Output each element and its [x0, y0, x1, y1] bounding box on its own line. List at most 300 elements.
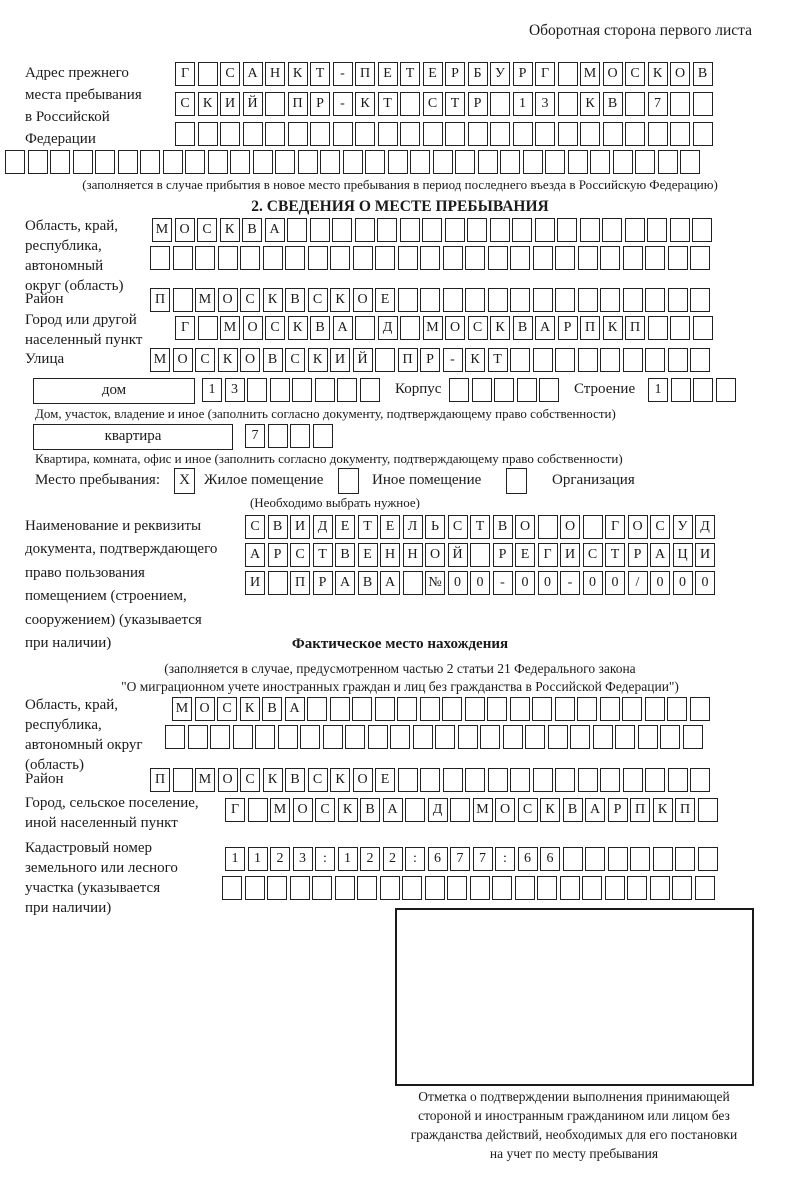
char-box[interactable] [175, 122, 195, 146]
char-box[interactable] [490, 122, 510, 146]
char-box[interactable] [600, 348, 620, 372]
char-box[interactable]: Л [403, 515, 423, 539]
char-box[interactable]: Р [313, 571, 333, 595]
char-box[interactable]: Д [378, 316, 398, 340]
char-box[interactable]: А [245, 543, 265, 567]
char-box[interactable] [397, 697, 417, 721]
char-box[interactable] [368, 725, 388, 749]
char-box[interactable]: У [490, 62, 510, 86]
char-box[interactable] [450, 798, 470, 822]
char-box[interactable] [578, 348, 598, 372]
char-box[interactable]: 0 [470, 571, 490, 595]
char-box[interactable]: К [263, 288, 283, 312]
char-box[interactable] [625, 218, 645, 242]
char-box[interactable]: В [358, 571, 378, 595]
char-box[interactable] [558, 122, 578, 146]
char-box[interactable] [490, 218, 510, 242]
char-box[interactable] [532, 697, 552, 721]
char-box[interactable] [698, 847, 718, 871]
char-box[interactable] [668, 288, 688, 312]
char-box[interactable]: П [580, 316, 600, 340]
char-box[interactable]: Р [513, 62, 533, 86]
char-box[interactable]: Р [468, 92, 488, 116]
char-box[interactable] [472, 378, 492, 402]
char-box[interactable] [375, 246, 395, 270]
char-box[interactable]: П [675, 798, 695, 822]
char-box[interactable]: Й [243, 92, 263, 116]
char-box[interactable] [449, 378, 469, 402]
char-box[interactable] [308, 246, 328, 270]
char-box[interactable] [653, 847, 673, 871]
char-box[interactable] [488, 288, 508, 312]
char-box[interactable] [270, 378, 290, 402]
char-box[interactable] [403, 571, 423, 595]
char-box[interactable]: А [383, 798, 403, 822]
char-box[interactable]: П [288, 92, 308, 116]
char-box[interactable]: П [150, 768, 170, 792]
char-box[interactable] [668, 348, 688, 372]
char-box[interactable]: В [513, 316, 533, 340]
char-box[interactable] [468, 122, 488, 146]
char-box[interactable] [310, 122, 330, 146]
char-box[interactable] [645, 697, 665, 721]
char-box[interactable]: М [220, 316, 240, 340]
char-box[interactable] [558, 62, 578, 86]
char-box[interactable] [173, 768, 193, 792]
char-box[interactable] [313, 424, 333, 448]
char-box[interactable] [625, 122, 645, 146]
char-box[interactable]: И [330, 348, 350, 372]
char-box[interactable]: О [353, 768, 373, 792]
char-box[interactable] [420, 697, 440, 721]
char-box[interactable]: О [560, 515, 580, 539]
char-box[interactable] [413, 725, 433, 749]
char-box[interactable] [310, 218, 330, 242]
char-box[interactable] [690, 697, 710, 721]
char-box[interactable] [353, 246, 373, 270]
char-box[interactable] [247, 378, 267, 402]
char-box[interactable]: 1 [513, 92, 533, 116]
char-box[interactable] [555, 246, 575, 270]
char-box[interactable]: В [563, 798, 583, 822]
char-box[interactable]: А [243, 62, 263, 86]
char-box[interactable] [590, 150, 610, 174]
char-box[interactable]: К [330, 768, 350, 792]
char-box[interactable] [420, 768, 440, 792]
char-box[interactable]: И [560, 543, 580, 567]
char-box[interactable] [602, 218, 622, 242]
char-box[interactable]: К [338, 798, 358, 822]
char-box[interactable]: Ь [425, 515, 445, 539]
char-box[interactable]: Т [400, 62, 420, 86]
char-box[interactable]: К [288, 62, 308, 86]
char-box[interactable] [198, 122, 218, 146]
char-box[interactable]: И [220, 92, 240, 116]
char-box[interactable] [533, 348, 553, 372]
char-box[interactable] [487, 697, 507, 721]
char-box[interactable] [332, 218, 352, 242]
char-box[interactable] [245, 876, 265, 900]
char-box[interactable] [600, 246, 620, 270]
char-box[interactable] [420, 288, 440, 312]
char-box[interactable]: С [217, 697, 237, 721]
char-box[interactable] [698, 798, 718, 822]
char-box[interactable] [623, 348, 643, 372]
char-box[interactable]: И [245, 571, 265, 595]
char-box[interactable] [523, 150, 543, 174]
char-box[interactable] [500, 150, 520, 174]
char-box[interactable] [570, 725, 590, 749]
char-box[interactable]: Е [380, 515, 400, 539]
char-box[interactable] [400, 122, 420, 146]
char-box[interactable]: К [330, 288, 350, 312]
char-box[interactable]: Е [335, 515, 355, 539]
char-box[interactable] [265, 122, 285, 146]
char-box[interactable] [337, 378, 357, 402]
char-box[interactable] [458, 725, 478, 749]
char-box[interactable]: И [290, 515, 310, 539]
char-box[interactable] [503, 725, 523, 749]
char-box[interactable]: М [152, 218, 172, 242]
char-box[interactable]: В [360, 798, 380, 822]
char-box[interactable]: 7 [450, 847, 470, 871]
char-box[interactable]: Р [493, 543, 513, 567]
char-box[interactable]: : [405, 847, 425, 871]
char-box[interactable] [443, 246, 463, 270]
char-box[interactable]: В [242, 218, 262, 242]
char-box[interactable] [582, 876, 602, 900]
char-box[interactable] [365, 150, 385, 174]
char-box[interactable] [558, 92, 578, 116]
char-box[interactable]: В [693, 62, 713, 86]
char-box[interactable] [163, 150, 183, 174]
char-box[interactable]: С [220, 62, 240, 86]
char-box[interactable] [490, 92, 510, 116]
char-box[interactable]: : [315, 847, 335, 871]
char-box[interactable] [465, 697, 485, 721]
char-box[interactable]: И [695, 543, 715, 567]
char-box[interactable] [690, 768, 710, 792]
char-box[interactable] [195, 246, 215, 270]
char-box[interactable] [467, 218, 487, 242]
char-box[interactable] [465, 288, 485, 312]
char-box[interactable] [533, 768, 553, 792]
char-box[interactable] [345, 725, 365, 749]
char-box[interactable] [233, 725, 253, 749]
char-box[interactable]: 7 [473, 847, 493, 871]
char-box[interactable]: Р [445, 62, 465, 86]
char-box[interactable] [243, 122, 263, 146]
char-box[interactable]: Й [448, 543, 468, 567]
char-box[interactable] [398, 288, 418, 312]
char-box[interactable] [445, 122, 465, 146]
char-box[interactable]: В [493, 515, 513, 539]
char-box[interactable]: Т [445, 92, 465, 116]
char-box[interactable] [267, 876, 287, 900]
char-box[interactable]: П [355, 62, 375, 86]
char-box[interactable] [555, 288, 575, 312]
char-box[interactable] [222, 876, 242, 900]
char-box[interactable]: С [265, 316, 285, 340]
char-box[interactable]: К [653, 798, 673, 822]
char-box[interactable]: Б [468, 62, 488, 86]
char-box[interactable] [658, 150, 678, 174]
char-box[interactable]: 0 [583, 571, 603, 595]
char-box[interactable]: М [423, 316, 443, 340]
char-box[interactable] [672, 876, 692, 900]
char-box[interactable] [625, 92, 645, 116]
char-box[interactable]: В [263, 348, 283, 372]
char-box[interactable] [533, 246, 553, 270]
char-box[interactable] [240, 246, 260, 270]
char-box[interactable]: 2 [270, 847, 290, 871]
char-box[interactable] [488, 246, 508, 270]
char-box[interactable]: Г [225, 798, 245, 822]
char-box[interactable] [560, 876, 580, 900]
char-box[interactable]: - [493, 571, 513, 595]
char-box[interactable] [690, 246, 710, 270]
char-box[interactable] [230, 150, 250, 174]
char-box[interactable]: С [195, 348, 215, 372]
char-box[interactable] [623, 768, 643, 792]
char-box[interactable] [539, 378, 559, 402]
char-box[interactable]: Д [313, 515, 333, 539]
char-box[interactable]: А [650, 543, 670, 567]
char-box[interactable] [583, 515, 603, 539]
char-box[interactable] [645, 246, 665, 270]
char-box[interactable]: О [218, 288, 238, 312]
char-box[interactable] [533, 288, 553, 312]
char-box[interactable]: М [580, 62, 600, 86]
char-box[interactable]: Г [175, 316, 195, 340]
char-box[interactable] [623, 288, 643, 312]
char-box[interactable] [185, 150, 205, 174]
char-box[interactable] [537, 876, 557, 900]
char-box[interactable]: О [240, 348, 260, 372]
char-box[interactable] [513, 122, 533, 146]
char-box[interactable]: О [670, 62, 690, 86]
char-box[interactable] [580, 218, 600, 242]
char-box[interactable] [555, 768, 575, 792]
char-box[interactable] [535, 218, 555, 242]
char-box[interactable] [198, 62, 218, 86]
char-box[interactable] [608, 847, 628, 871]
char-box[interactable] [465, 768, 485, 792]
char-box[interactable]: А [585, 798, 605, 822]
char-box[interactable]: С [245, 515, 265, 539]
char-box[interactable] [555, 348, 575, 372]
char-box[interactable]: Т [310, 62, 330, 86]
char-box[interactable]: В [268, 515, 288, 539]
char-box[interactable] [275, 150, 295, 174]
char-box[interactable] [50, 150, 70, 174]
char-box[interactable] [470, 543, 490, 567]
char-box[interactable] [627, 876, 647, 900]
char-box[interactable]: Н [265, 62, 285, 86]
char-box[interactable] [220, 122, 240, 146]
char-box[interactable] [690, 348, 710, 372]
char-box[interactable]: В [310, 316, 330, 340]
char-box[interactable]: С [197, 218, 217, 242]
char-box[interactable] [648, 316, 668, 340]
char-box[interactable]: П [150, 288, 170, 312]
char-box[interactable] [210, 725, 230, 749]
char-box[interactable] [320, 150, 340, 174]
char-box[interactable] [645, 288, 665, 312]
char-box[interactable]: А [380, 571, 400, 595]
char-box[interactable] [253, 150, 273, 174]
char-box[interactable]: С [583, 543, 603, 567]
char-box[interactable]: 0 [695, 571, 715, 595]
char-box[interactable] [398, 246, 418, 270]
char-box[interactable] [600, 288, 620, 312]
char-box[interactable] [630, 847, 650, 871]
char-box[interactable] [465, 246, 485, 270]
char-box[interactable]: 6 [540, 847, 560, 871]
char-box[interactable]: П [290, 571, 310, 595]
char-box[interactable] [398, 768, 418, 792]
char-box[interactable]: С [240, 288, 260, 312]
char-box[interactable]: Е [375, 288, 395, 312]
char-box[interactable] [433, 150, 453, 174]
char-box[interactable] [343, 150, 363, 174]
char-box[interactable]: 1 [248, 847, 268, 871]
char-box[interactable]: 6 [518, 847, 538, 871]
char-box[interactable]: 1 [648, 378, 668, 402]
char-box[interactable]: О [425, 543, 445, 567]
char-box[interactable] [690, 288, 710, 312]
char-box[interactable] [600, 697, 620, 721]
char-box[interactable]: - [333, 92, 353, 116]
char-box[interactable]: Р [558, 316, 578, 340]
char-box[interactable] [377, 218, 397, 242]
char-box[interactable]: С [290, 543, 310, 567]
char-box[interactable] [420, 246, 440, 270]
char-box[interactable] [578, 768, 598, 792]
char-box[interactable] [692, 218, 712, 242]
char-box[interactable] [510, 697, 530, 721]
char-box[interactable] [355, 218, 375, 242]
char-box[interactable] [208, 150, 228, 174]
char-box[interactable]: О [495, 798, 515, 822]
char-box[interactable]: В [603, 92, 623, 116]
char-box[interactable] [28, 150, 48, 174]
char-box[interactable]: А [285, 697, 305, 721]
char-box[interactable]: С [423, 92, 443, 116]
char-box[interactable]: Г [605, 515, 625, 539]
char-box[interactable]: К [490, 316, 510, 340]
char-box[interactable] [198, 316, 218, 340]
char-box[interactable]: П [630, 798, 650, 822]
char-box[interactable]: С [468, 316, 488, 340]
char-box[interactable] [390, 725, 410, 749]
char-box[interactable] [287, 218, 307, 242]
char-box[interactable] [510, 348, 530, 372]
char-box[interactable]: 3 [535, 92, 555, 116]
char-box[interactable] [173, 288, 193, 312]
char-box[interactable]: П [625, 316, 645, 340]
char-box[interactable]: С [240, 768, 260, 792]
char-box[interactable]: Р [268, 543, 288, 567]
char-box[interactable] [670, 218, 690, 242]
char-box[interactable]: С [285, 348, 305, 372]
char-box[interactable] [435, 725, 455, 749]
char-box[interactable] [5, 150, 25, 174]
char-box[interactable]: Р [310, 92, 330, 116]
char-box[interactable] [545, 150, 565, 174]
char-box[interactable]: 1 [202, 378, 222, 402]
char-box[interactable]: С [308, 768, 328, 792]
char-box[interactable] [315, 378, 335, 402]
char-box[interactable] [330, 246, 350, 270]
char-box[interactable]: С [650, 515, 670, 539]
char-box[interactable]: О [243, 316, 263, 340]
char-box[interactable] [603, 122, 623, 146]
char-box[interactable]: К [308, 348, 328, 372]
char-box[interactable] [670, 316, 690, 340]
char-box[interactable] [375, 697, 395, 721]
char-box[interactable]: А [265, 218, 285, 242]
char-box[interactable]: В [285, 288, 305, 312]
char-box[interactable] [455, 150, 475, 174]
char-box[interactable] [615, 725, 635, 749]
char-box[interactable] [635, 150, 655, 174]
char-box[interactable] [423, 122, 443, 146]
char-box[interactable]: В [262, 697, 282, 721]
char-box[interactable] [422, 218, 442, 242]
char-box[interactable] [667, 697, 687, 721]
char-box[interactable]: Д [695, 515, 715, 539]
char-box[interactable]: О [353, 288, 373, 312]
char-box[interactable] [600, 768, 620, 792]
char-box[interactable] [265, 92, 285, 116]
char-box[interactable] [578, 288, 598, 312]
char-box[interactable] [535, 122, 555, 146]
char-box[interactable] [525, 725, 545, 749]
char-box[interactable] [445, 218, 465, 242]
char-box[interactable]: 6 [428, 847, 448, 871]
char-box[interactable] [150, 246, 170, 270]
char-box[interactable]: К [220, 218, 240, 242]
char-box[interactable]: Е [358, 543, 378, 567]
char-box[interactable]: № [425, 571, 445, 595]
char-box[interactable]: 1 [225, 847, 245, 871]
char-box[interactable] [563, 847, 583, 871]
char-box[interactable] [510, 246, 530, 270]
char-box[interactable] [605, 876, 625, 900]
char-box[interactable] [355, 122, 375, 146]
char-box[interactable] [645, 348, 665, 372]
char-box[interactable] [140, 150, 160, 174]
char-box[interactable] [577, 697, 597, 721]
char-box[interactable] [680, 150, 700, 174]
char-box[interactable]: К [603, 316, 623, 340]
residence-type-checkbox-organization[interactable] [506, 468, 527, 494]
char-box[interactable]: Т [605, 543, 625, 567]
char-box[interactable] [95, 150, 115, 174]
char-box[interactable] [290, 876, 310, 900]
char-box[interactable] [312, 876, 332, 900]
char-box[interactable]: : [495, 847, 515, 871]
char-box[interactable] [675, 847, 695, 871]
char-box[interactable] [470, 876, 490, 900]
char-box[interactable]: С [175, 92, 195, 116]
char-box[interactable]: О [175, 218, 195, 242]
char-box[interactable] [585, 847, 605, 871]
char-box[interactable] [292, 378, 312, 402]
char-box[interactable]: Н [380, 543, 400, 567]
char-box[interactable] [118, 150, 138, 174]
